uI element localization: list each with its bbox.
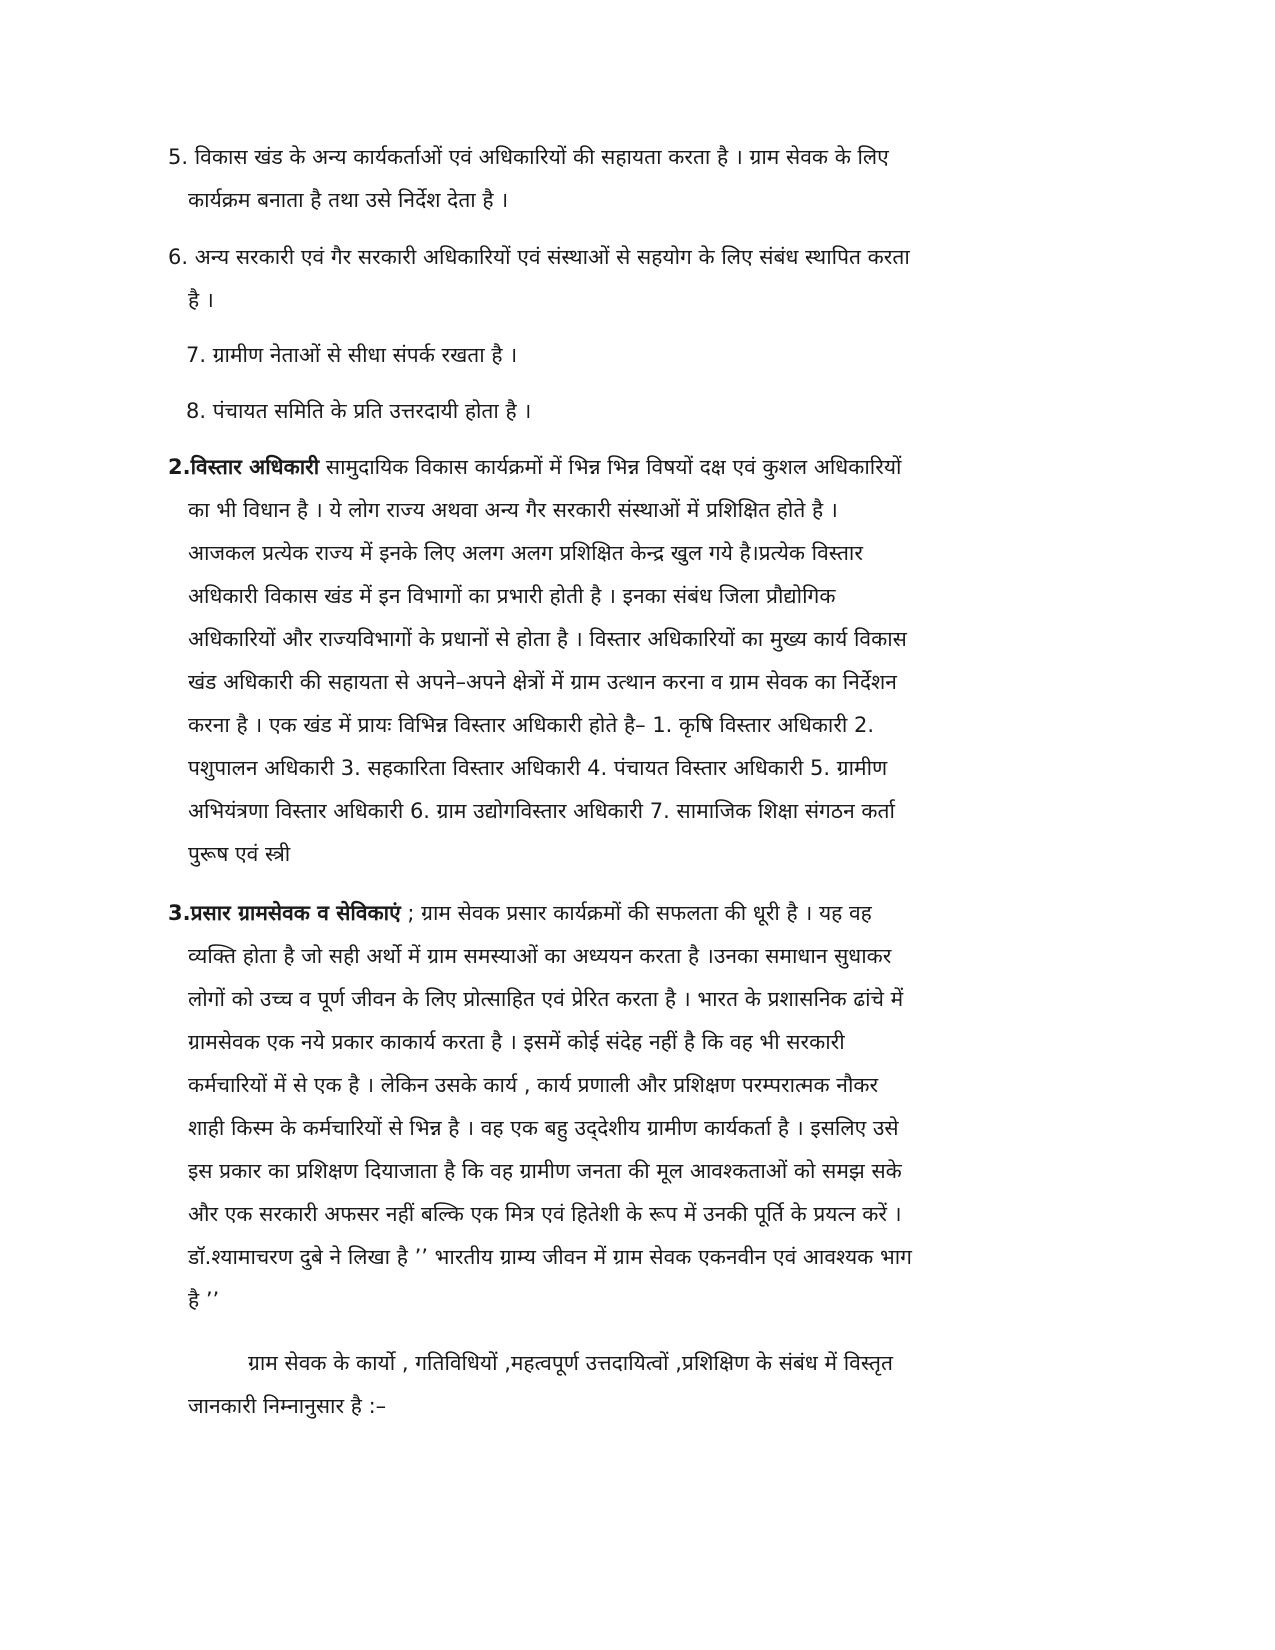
paragraph-line: अधिकारियों और राज्यविभागों के प्रधानों से होता है । विस्तार अधिकारियों का मुख्य कार्य विकास: [188, 627, 907, 651]
list-item-8: 8. पंचायत समिति के प्रति उत्तरदायी होता है ।: [186, 399, 532, 423]
paragraph-line: इस प्रकार का प्रशिक्षण दियाजाता है कि वह ग्रामीण जनता की मूल आवश्कताओं को समझ सके: [188, 1159, 902, 1183]
paragraph-line: ; ग्राम सेवक प्रसार कार्यक्रमों की सफलता की धूरी है । यह वह: [407, 901, 872, 925]
paragraph-line: डॉ.श्यामाचरण दुबे ने लिखा है ’’ भारतीय ग्राम्य जीवन में ग्राम सेवक एकनवीन एवं आवश्यक भाग: [188, 1245, 912, 1269]
paragraph-line: कर्मचारियों में से एक है । लेकिन उसके कार्य , कार्य प्रणाली और प्रशिक्षण परम्परात्मक नौकर: [188, 1073, 879, 1097]
section-heading: 3.प्रसार ग्रामसेवक व सेविकाएं: [168, 901, 401, 925]
section-village-worker: [168, 892, 1088, 1322]
section-extension-officer: [168, 446, 1088, 876]
list-item-text-cont: कार्यक्रम बनाता है तथा उसे निर्देश देता है ।: [188, 188, 509, 212]
paragraph-line: और एक सरकारी अफसर नहीं बल्कि एक मित्र एवं हितेशी के रूप में उनकी पूर्ति के प्रयत्न करें ।: [188, 1202, 902, 1226]
list-item-text: अन्य सरकारी एवं गैर सरकारी अधिकारियों एवं संस्थाओं से सहयोग के लिए संबंध स्थापित करता: [194, 245, 910, 269]
paragraph-line: जानकारी निम्नानुसार है :–: [188, 1394, 387, 1418]
closing-paragraph: [168, 1342, 1088, 1428]
paragraph-line: ग्रामसेवक एक नये प्रकार काकार्य करता है । इसमें कोई संदेह नहीं है कि वह भी सरकारी: [188, 1030, 845, 1054]
paragraph-line: पशुपालन अधिकारी 3. सहकारिता विस्तार अधिकारी 4. पंचायत विस्तार अधिकारी 5. ग्रामीण: [188, 756, 888, 780]
list-item-number: 5.: [168, 145, 189, 169]
list-item-text-cont: है ।: [188, 288, 214, 312]
list-item-5: [168, 136, 1088, 222]
paragraph-line: करना है । एक खंड में प्रायः विभिन्न विस्तार अधिकारी होते है– 1. कृषि विस्तार अधिकारी 2.: [188, 713, 875, 737]
paragraph-line: व्यक्ति होता है जो सही अर्थो में ग्राम समस्याओं का अध्ययन करता है ।उनका समाधान सुधाकर: [188, 944, 892, 968]
list-item-text: विकास खंड के अन्य कार्यकर्ताओं एवं अधिकारियों की सहायता करता है । ग्राम सेवक के लिए: [194, 145, 889, 169]
paragraph-line: ग्राम सेवक के कार्यो , गतिविधियों ,महत्वपूर्ण उत्तदायित्वों ,प्रशिक्षिण के संबंध में विस्तृत: [248, 1351, 893, 1375]
paragraph-line: आजकल प्रत्येक राज्य में इनके लिए अलग अलग प्रशिक्षित केन्द्र खुल गये है।प्रत्येक विस्तार: [188, 541, 863, 565]
paragraph-line: अधिकारी विकास खंड में इन विभागों का प्रभारी होती है । इनका संबंध जिला प्रौद्योगिक: [188, 584, 836, 608]
list-item-7: 7. ग्रामीण नेताओं से सीधा संपर्क रखता है ।: [186, 343, 518, 367]
section-heading: 2.विस्तार अधिकारी: [168, 455, 320, 479]
paragraph-line: अभियंत्रणा विस्तार अधिकारी 6. ग्राम उद्योगविस्तार अधिकारी 7. सामाजिक शिक्षा संगठन कर्ता: [188, 799, 895, 823]
paragraph-line: खंड अधिकारी की सहायता से अपने–अपने क्षेत्रों में ग्राम उत्थान करना व ग्राम सेवक का निर्देशन: [188, 670, 897, 694]
paragraph-line: लोगों को उच्च व पूर्ण जीवन के लिए प्रोत्साहित एवं प्रेरित करता है । भारत के प्रशासनिक ढांचे में: [188, 987, 904, 1011]
list-item-number: 6.: [168, 245, 189, 269]
paragraph-line: है ’’: [188, 1288, 220, 1312]
paragraph-line: सामुदायिक विकास कार्यक्रमों में भिन्न भिन्न विषयों दक्ष एवं कुशल अधिकारियों: [325, 455, 902, 479]
paragraph-line: का भी विधान है । ये लोग राज्य अथवा अन्य गैर सरकारी संस्थाओं में प्रशिक्षित होते है ।: [188, 498, 838, 522]
paragraph-line: पुरूष एवं स्त्री: [188, 842, 291, 866]
paragraph-line: शाही किस्म के कर्मचारियों से भिन्न है । वह एक बहु उद्‌देशीय ग्रामीण कार्यकर्ता है । इसलिए उसे: [188, 1116, 899, 1140]
list-item-6: [168, 236, 1088, 322]
